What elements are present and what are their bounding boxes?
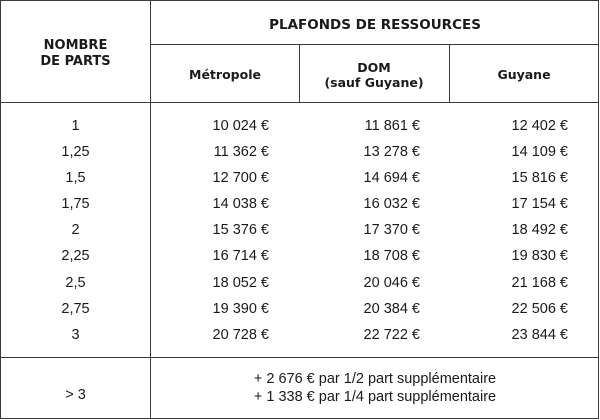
cell-guyane: 12 402 € [511, 118, 568, 134]
cell-dom: 14 694 € [363, 170, 420, 187]
cell-dom: 20 046 € [363, 274, 420, 291]
cell-dom: 22 722 € [363, 326, 420, 343]
cell-parts: 2,25 [61, 248, 90, 265]
cell-guyane: 15 816 € [511, 170, 568, 187]
footer-supplement-half-part: + 2 676 € par 1/2 part supplémentaire [253, 371, 497, 387]
cell-parts: 2,75 [61, 300, 90, 317]
table-row [0, 327, 599, 353]
cell-parts: 2 [71, 222, 80, 239]
table-row [0, 170, 599, 196]
table-row [0, 301, 599, 327]
table-row [0, 248, 599, 274]
cell-parts: 2,5 [65, 274, 86, 291]
cell-guyane: 19 830 € [511, 248, 568, 265]
table-row [0, 196, 599, 222]
cell-parts: 1,25 [61, 144, 90, 161]
table-row [0, 222, 599, 248]
cell-guyane: 23 844 € [511, 326, 568, 343]
table-row [0, 144, 599, 170]
cell-dom: 16 032 € [363, 196, 420, 213]
cell-metropole: 14 038 € [212, 196, 269, 213]
cell-parts: 1,75 [61, 196, 90, 213]
cell-dom: 11 861 € [364, 118, 420, 134]
table-row [0, 118, 599, 144]
header-nombre-line1: NOMBRE [43, 38, 108, 53]
cell-metropole: 19 390 € [212, 300, 269, 317]
header-nombre-de-parts [0, 38, 151, 70]
cell-dom: 17 370 € [363, 222, 420, 239]
header-guyane: Guyane [497, 67, 551, 82]
cell-metropole: 12 700 € [212, 170, 269, 187]
footer-parts: > 3 [65, 387, 86, 403]
divider-under-plafonds [150, 44, 599, 45]
cell-metropole: 18 052 € [212, 274, 269, 291]
cell-guyane: 17 154 € [511, 196, 568, 213]
header-dom-line1: DOM [357, 60, 391, 75]
table-row [0, 275, 599, 301]
divider-above-footer [0, 357, 599, 358]
cell-metropole: 11 362 € [213, 144, 269, 161]
cell-metropole: 15 376 € [212, 222, 269, 239]
cell-dom: 20 384 € [363, 300, 420, 317]
header-nombre-line2: DE PARTS [40, 54, 111, 69]
cell-guyane: 18 492 € [511, 222, 568, 239]
divider-under-header [0, 102, 599, 103]
header-dom-line2: (sauf Guyane) [324, 75, 424, 90]
cell-dom: 13 278 € [363, 144, 420, 161]
cell-parts: 3 [71, 326, 80, 343]
header-plafonds-de-ressources: PLAFONDS DE RESSOURCES [269, 17, 481, 33]
footer-supplement [151, 370, 599, 406]
cell-guyane: 22 506 € [511, 300, 568, 317]
table-body [0, 118, 599, 353]
cell-metropole: 20 728 € [212, 326, 269, 343]
cell-dom: 18 708 € [363, 248, 420, 265]
header-metropole: Métropole [189, 67, 261, 82]
footer-supplement-quarter-part: + 1 338 € par 1/4 part supplémentaire [253, 389, 497, 405]
cell-parts: 1,5 [65, 170, 86, 187]
cell-guyane: 21 168 € [511, 274, 568, 291]
cell-parts: 1 [71, 118, 80, 134]
cell-metropole: 10 024 € [212, 118, 269, 134]
cell-guyane: 14 109 € [511, 144, 568, 161]
cell-metropole: 16 714 € [212, 248, 269, 265]
header-dom [299, 60, 449, 90]
